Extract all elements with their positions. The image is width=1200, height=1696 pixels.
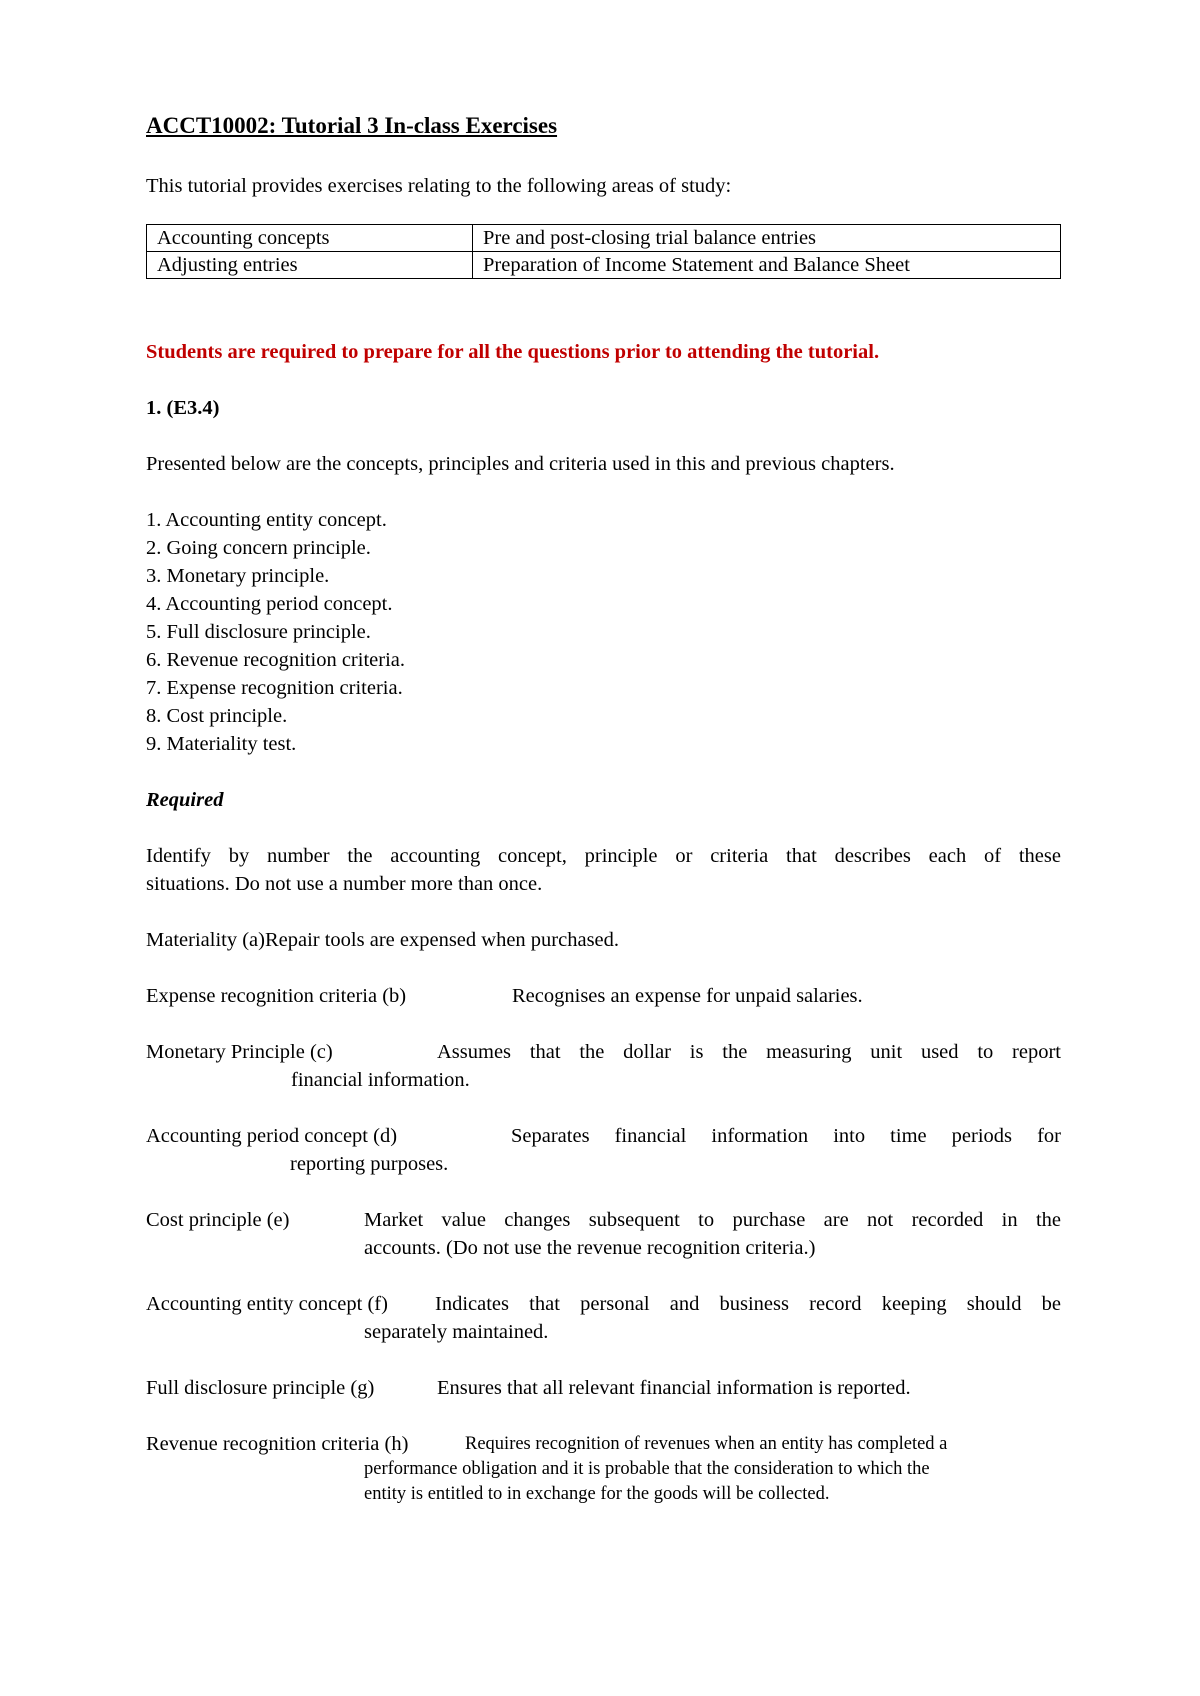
situation-h-label: Revenue recognition criteria (h) [146,1433,409,1455]
situation-f-text-cont: separately maintained. [364,1321,549,1343]
situation-h-text-cont: entity is entitled to in exchange for the goods will be collected. [364,1484,830,1504]
situation-e-text: Market value changes subsequent to purchase are not recorded in the [364,1209,1061,1231]
situation-g-text: Ensures that all relevant financial information is reported. [437,1377,911,1399]
situation-b-label: Expense recognition criteria (b) [146,985,407,1007]
situation-a [146,926,619,954]
question-intro: Presented below are the concepts, principles and criteria used in this and previous chapters. [146,453,895,475]
list-item: 2. Going concern principle. [146,537,371,559]
situation-c-label: Monetary Principle (c) [146,1041,333,1063]
intro-text: This tutorial provides exercises relating to the following areas of study: [146,175,732,197]
table-cell: Preparation of Income Statement and Balance Sheet [473,252,1061,279]
required-heading: Required [146,789,224,811]
situation-c-text: Assumes that the dollar is the measuring unit used to report [437,1041,1061,1063]
situation-c-text-cont: financial information. [291,1069,470,1091]
table-row [147,252,1061,279]
list-item: 5. Full disclosure principle. [146,621,371,643]
situation-b-text: Recognises an expense for unpaid salaries. [512,985,863,1007]
situation-e-text-cont: accounts. (Do not use the revenue recognition criteria.) [364,1237,816,1259]
preparation-notice: Students are required to prepare for all the questions prior to attending the tutorial. [146,341,880,363]
list-item: 8. Cost principle. [146,705,288,727]
list-item: 6. Revenue recognition criteria. [146,649,405,671]
situation-h-text-cont: performance obligation and it is probable that the consideration to which the [364,1459,930,1479]
situation-g-label: Full disclosure principle (g) [146,1377,375,1399]
topics-table [146,224,1061,279]
situation-text: Repair tools are expensed when purchased. [264,929,620,951]
page-title: ACCT10002: Tutorial 3 In-class Exercises [146,113,558,138]
situation-d-text-cont: reporting purposes. [290,1153,449,1175]
list-item: 1. Accounting entity concept. [146,509,387,531]
list-item: 9. Materiality test. [146,733,297,755]
table-cell: Pre and post-closing trial balance entries [473,225,1061,252]
list-item: 7. Expense recognition criteria. [146,677,403,699]
table-cell: Adjusting entries [147,252,473,279]
list-item: 4. Accounting period concept. [146,593,393,615]
instructions-line: Identify by number the accounting concept, principle or criteria that describes each of these [146,845,1061,867]
situation-f-label: Accounting entity concept (f) [146,1293,388,1315]
situation-label: Materiality (a) [146,929,265,951]
question-heading: 1. (E3.4) [146,397,220,419]
situation-h-text: Requires recognition of revenues when an entity has completed a [465,1434,948,1454]
instructions-line: situations. Do not use a number more than once. [146,873,543,895]
situation-f-text: Indicates that personal and business record keeping should be [435,1293,1061,1315]
list-item: 3. Monetary principle. [146,565,330,587]
table-cell: Accounting concepts [147,225,473,252]
situation-d-label: Accounting period concept (d) [146,1125,398,1147]
table-row [147,225,1061,252]
situation-e-label: Cost principle (e) [146,1209,290,1231]
situation-d-text: Separates financial information into time periods for [511,1125,1061,1147]
